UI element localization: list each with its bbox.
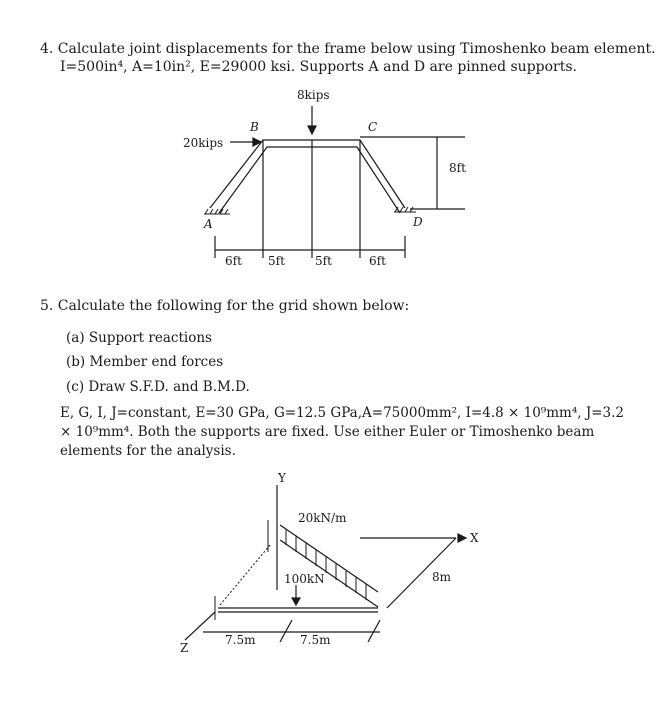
length-7-5m-label-2: 7.5m — [300, 633, 331, 647]
problem-5-item-a: (a) Support reactions — [66, 330, 212, 346]
dim-label-4: 6ft — [369, 254, 386, 268]
axis-x-label: X — [470, 531, 479, 545]
length-8m-label: 8m — [432, 570, 452, 584]
dim-label-2: 5ft — [268, 254, 285, 268]
load-arrow-100kN — [292, 598, 300, 605]
length-7-5m-label-1: 7.5m — [225, 633, 256, 647]
frame-inner-line — [219, 147, 400, 213]
height-8ft-label: 8ft — [449, 161, 466, 175]
problem-4-properties: I=500in⁴, A=10in², E=29000 ksi. Supports A and D are pinned supports. — [60, 59, 578, 75]
point-load-label: 100kN — [284, 572, 325, 586]
problem-4-statement: 4. Calculate joint displacements for the frame below using Timoshenko beam element. — [40, 41, 656, 57]
axis-y-label: Y — [278, 471, 286, 485]
dim-label-1: 6ft — [225, 254, 242, 268]
node-b-label: B — [250, 120, 259, 134]
udl-label: 20kN/m — [298, 511, 347, 525]
grid-diagram — [185, 485, 456, 642]
load-arrow-8kips — [308, 126, 316, 134]
problem-5-paragraph: E, G, I, J=constant, E=30 GPa, G=12.5 GPa,A=75000mm², I=4.8 × 10⁹mm⁴, J=3.2 × 10⁹mm⁴. Both the supports are fixed. Use either Euler or Timoshenko beam elements for the analysis. — [60, 405, 625, 459]
load-8kips-label: 8kips — [297, 88, 330, 102]
node-d-label: D — [413, 215, 423, 229]
problem-5-item-b: (b) Member end forces — [66, 354, 224, 370]
frame-outer-line — [210, 140, 405, 208]
axis-z-label: Z — [180, 641, 189, 655]
problem-5-item-c: (c) Draw S.F.D. and B.M.D. — [66, 379, 250, 395]
problem-5-title: 5. Calculate the following for the grid shown below: — [40, 298, 410, 314]
x-axis-arrow — [458, 534, 466, 542]
node-c-label: C — [368, 120, 378, 134]
node-a-label: A — [204, 217, 213, 231]
dim-label-3: 5ft — [315, 254, 332, 268]
load-20kips-label: 20kips — [183, 136, 224, 150]
